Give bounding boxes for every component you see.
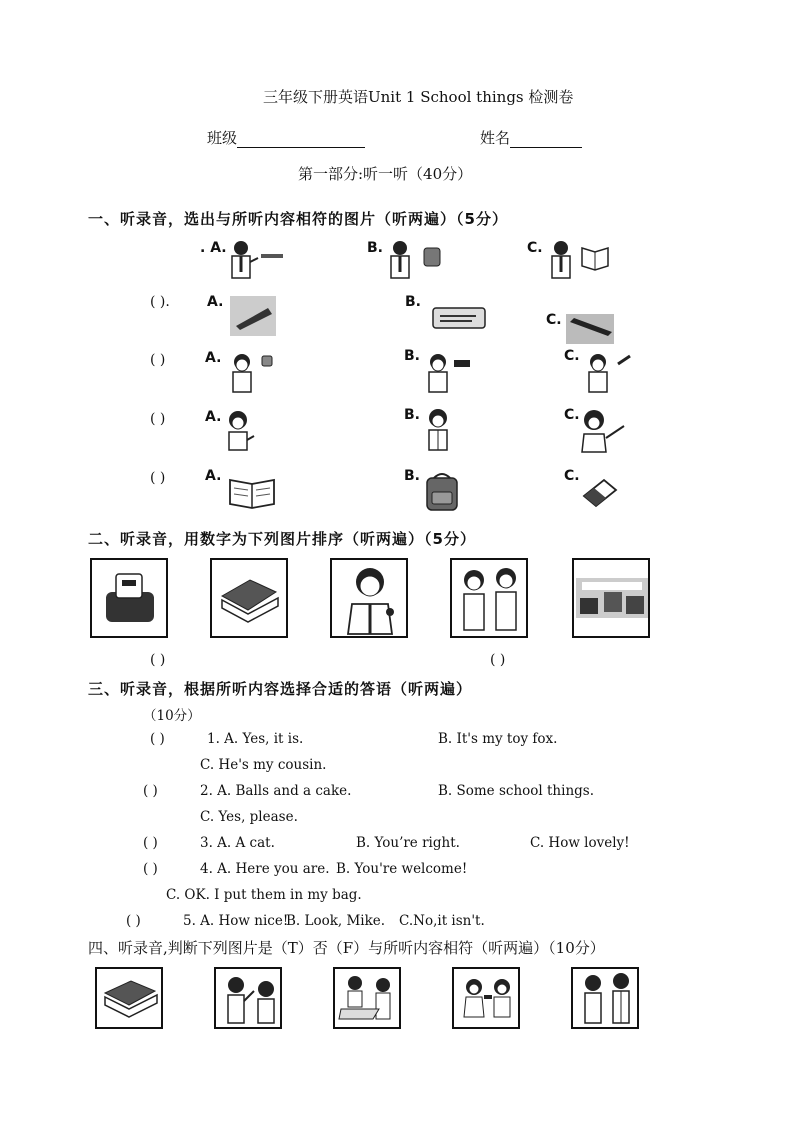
q3-option-b: B. You’re right. — [356, 835, 460, 851]
bag-icon — [424, 472, 460, 512]
pen-icon — [230, 296, 278, 338]
s1-r5-b-label: B. — [404, 468, 420, 484]
s1-r3-c-label: C. — [564, 348, 580, 364]
boy-with-sharpener-icon — [228, 352, 278, 396]
class-field — [207, 127, 365, 148]
two-children-icon — [577, 971, 637, 1027]
s1-r4-paren[interactable]: ( ) — [150, 411, 166, 427]
boy-with-pencil-icon — [584, 352, 634, 396]
girl-with-pencil-icon — [578, 408, 630, 454]
pen-icon — [566, 314, 616, 346]
s1-r3-b-label: B. — [404, 348, 420, 364]
boy-with-book-icon — [548, 240, 614, 284]
s4-picture-1 — [95, 967, 163, 1029]
s4-picture-5 — [571, 967, 639, 1029]
section-2-heading: 二、听录音，用数字为下列图片排序（听两遍）（5分） — [88, 530, 476, 548]
boy-pointing-icon — [228, 240, 288, 284]
boy-with-bag-icon — [387, 240, 447, 284]
eraser-icon — [580, 476, 620, 508]
boy-with-eraser-icon — [424, 352, 474, 396]
sharpener-icon — [100, 568, 160, 628]
page-title: 三年级下册英语Unit 1 School things 检测卷 — [263, 88, 574, 106]
part-one-heading: 第一部分:听一听（40分） — [298, 165, 473, 183]
s1-r1-a-label: . A. — [200, 240, 227, 256]
q2-paren[interactable]: ( ) — [143, 783, 158, 799]
q3-option-a: 3. A. A cat. — [200, 835, 275, 851]
s2-picture-2 — [210, 558, 288, 638]
q4-option-a: 4. A. Here you are. — [200, 861, 330, 877]
q1-option-a: 1. A. Yes, it is. — [207, 731, 304, 747]
s1-r5-c-label: C. — [564, 468, 580, 484]
q4-paren[interactable]: ( ) — [143, 861, 158, 877]
q2-option-b: B. Some school things. — [438, 783, 595, 799]
s1-r2-c-label: C. — [546, 312, 562, 328]
classroom-icon — [576, 572, 648, 624]
class-blank[interactable] — [237, 131, 365, 148]
s1-r3-paren[interactable]: ( ) — [150, 352, 166, 368]
q3-option-c: C. How lovely! — [530, 835, 630, 851]
s4-picture-4 — [452, 967, 520, 1029]
q5-paren[interactable]: ( ) — [126, 913, 141, 929]
two-children-icon — [456, 564, 526, 634]
q1-paren[interactable]: ( ) — [150, 731, 165, 747]
s1-r3-a-label: A. — [205, 350, 222, 366]
q5-option-a: 5. A. How nice! — [183, 913, 289, 929]
q1-option-b: B. It's my toy fox. — [438, 731, 558, 747]
section-1-heading: 一、听录音，选出与所听内容相符的图片（听两遍）（5分） — [88, 210, 508, 228]
q2-option-a: 2. A. Balls and a cake. — [200, 783, 352, 799]
q3-paren[interactable]: ( ) — [143, 835, 158, 851]
name-label: 姓名 — [480, 129, 511, 147]
two-children-icon — [220, 973, 280, 1027]
s1-r4-b-label: B. — [404, 407, 420, 423]
s2-paren-left[interactable]: ( ) — [150, 652, 166, 668]
pencil-box-icon — [101, 975, 159, 1023]
s2-picture-4 — [450, 558, 528, 638]
s1-r2-b-label: B. — [405, 294, 421, 310]
pencil-box-icon — [216, 570, 282, 630]
class-label: 班级 — [207, 129, 238, 147]
q4-option-b: B. You're welcome! — [336, 861, 468, 877]
section-4-heading: 四、听录音,判断下列图片是（T）否（F）与所听内容相符（听两遍）（10分） — [88, 939, 605, 957]
section-3-heading: 三、听录音，根据所听内容选择合适的答语（听两遍） — [88, 680, 473, 698]
two-children-icon — [458, 973, 518, 1027]
girl-icon — [424, 408, 460, 454]
q5-option-c: C.No,it isn't. — [399, 913, 485, 929]
boy-icon — [338, 564, 402, 634]
name-field — [480, 127, 582, 148]
s2-paren-right[interactable]: ( ) — [490, 652, 506, 668]
q1-option-c: C. He's my cousin. — [200, 757, 327, 773]
q5-option-b: B. Look, Mike. — [286, 913, 386, 929]
q4-option-c: C. OK. I put them in my bag. — [166, 887, 362, 903]
s1-r1-c-label: C. — [527, 240, 543, 256]
boy-icon — [224, 410, 260, 454]
book-icon — [228, 474, 278, 510]
s4-picture-3 — [333, 967, 401, 1029]
s1-r1-b-label: B. — [367, 240, 383, 256]
s1-r4-c-label: C. — [564, 407, 580, 423]
s1-r2-paren[interactable]: ( ). — [150, 294, 170, 310]
s1-r5-a-label: A. — [205, 468, 222, 484]
s1-r4-a-label: A. — [205, 409, 222, 425]
q2-option-c: C. Yes, please. — [200, 809, 298, 825]
s4-picture-2 — [214, 967, 282, 1029]
name-blank[interactable] — [510, 131, 582, 148]
s2-picture-3 — [330, 558, 408, 638]
s2-picture-5 — [572, 558, 650, 638]
s2-picture-1 — [90, 558, 168, 638]
children-at-desk-icon — [339, 973, 399, 1027]
s1-r5-paren[interactable]: ( ) — [150, 470, 166, 486]
section-3-score: （10分） — [143, 708, 201, 724]
s1-r2-a-label: A. — [207, 294, 224, 310]
pencil-box-icon — [432, 306, 488, 330]
